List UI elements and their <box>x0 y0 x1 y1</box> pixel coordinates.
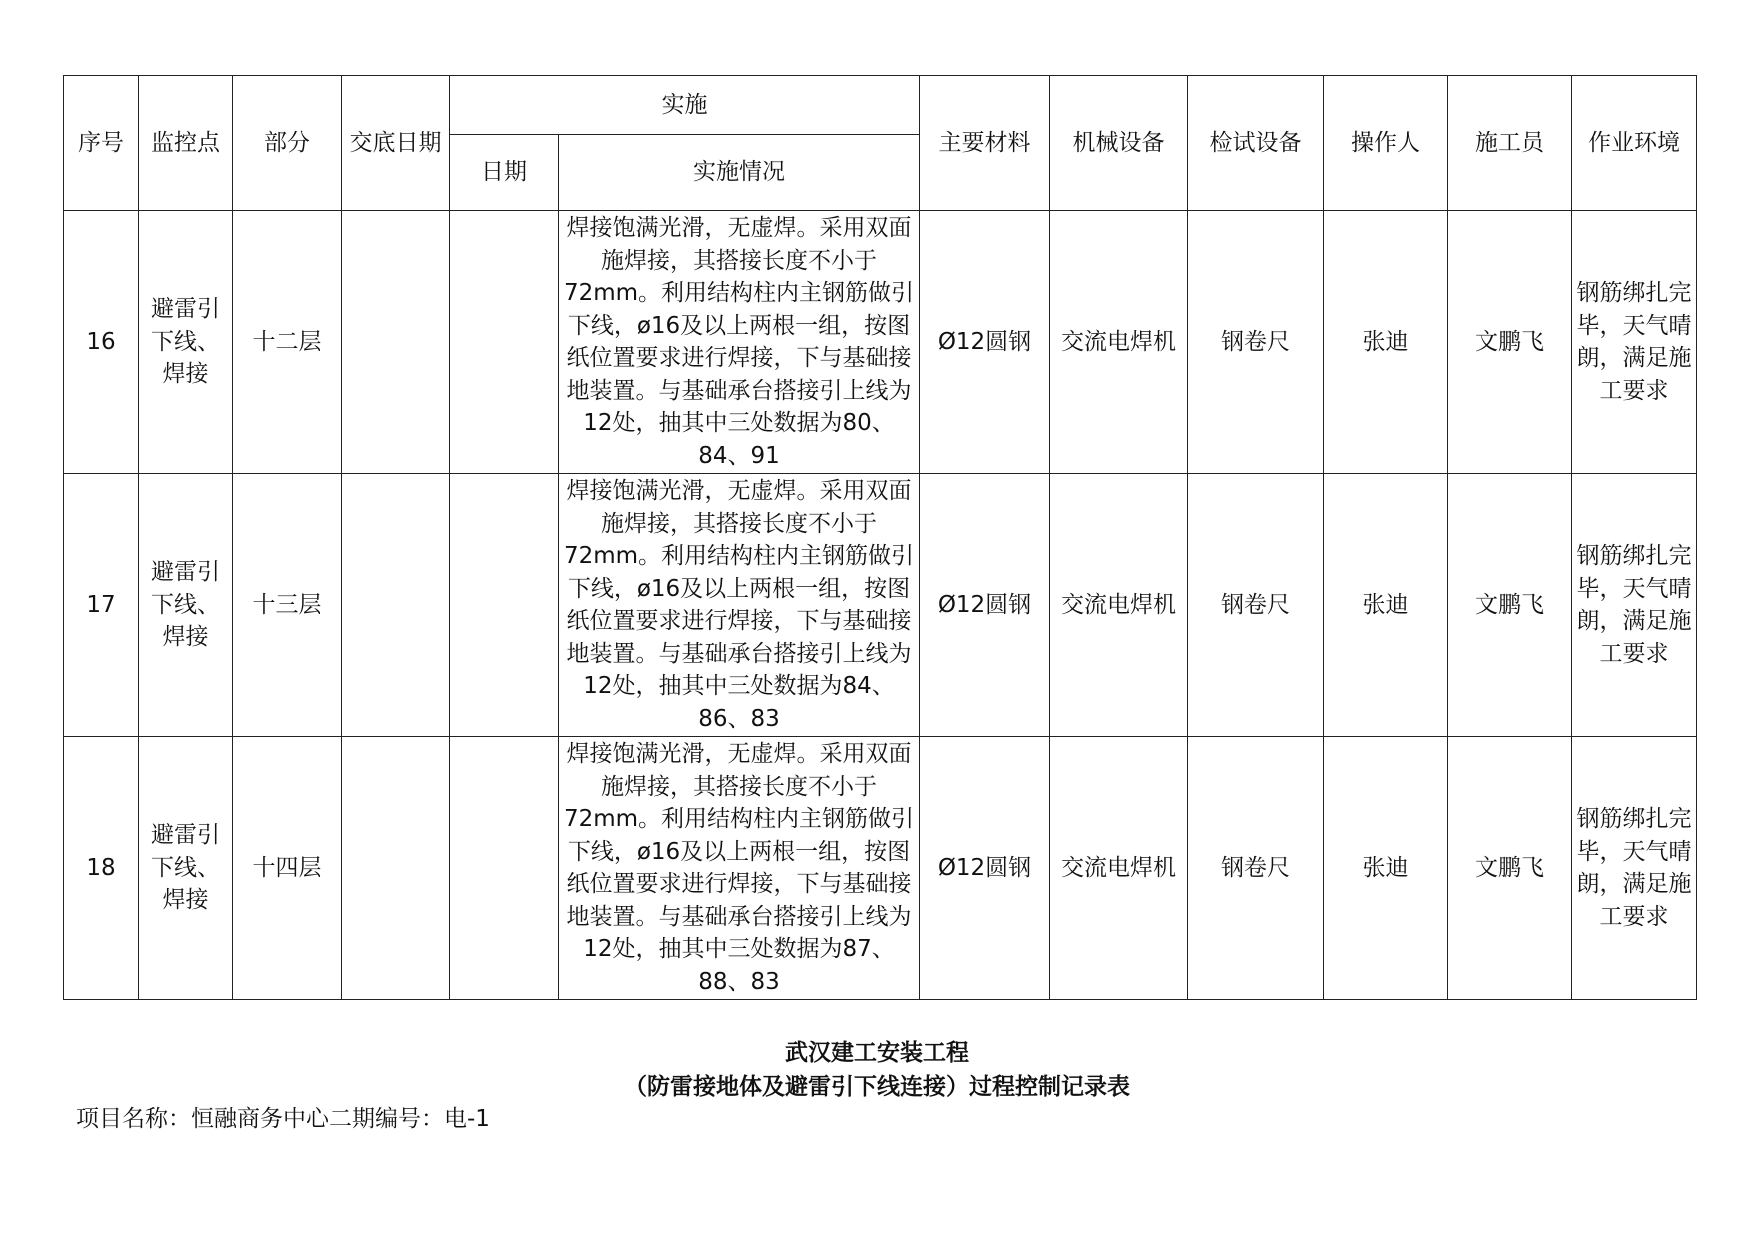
header-row-top <box>64 76 1697 135</box>
material-cell: Ø12圆钢 <box>920 474 1050 737</box>
header-seq: 序号 <box>64 76 139 211</box>
operator-cell: 张迪 <box>1324 474 1448 737</box>
worker-cell: 文鹏飞 <box>1448 737 1572 1000</box>
machine-cell: 交流电焊机 <box>1050 211 1188 474</box>
header-monitor-point: 监控点 <box>139 76 233 211</box>
process-control-record-table <box>63 75 1697 1000</box>
operator-cell: 张迪 <box>1324 737 1448 1000</box>
seq-cell: 18 <box>64 737 139 1000</box>
form-title: （防雷接地体及避雷引下线连接）过程控制记录表 <box>624 1074 1130 1100</box>
impl-date-cell <box>450 211 559 474</box>
material-cell: Ø12圆钢 <box>920 737 1050 1000</box>
header-material: 主要材料 <box>920 76 1050 211</box>
briefing-date-cell <box>342 211 450 474</box>
project-info: 项目名称：恒融商务中心二期编号：电-1 <box>76 1106 490 1132</box>
header-environment: 作业环境 <box>1572 76 1697 211</box>
worker-cell: 文鹏飞 <box>1448 474 1572 737</box>
table-row <box>64 211 1697 474</box>
worker-cell: 文鹏飞 <box>1448 211 1572 474</box>
monitor-point-cell: 避雷引下线、焊接 <box>139 474 233 737</box>
test-equipment-cell: 钢卷尺 <box>1188 211 1324 474</box>
monitor-point-cell: 避雷引下线、焊接 <box>139 737 233 1000</box>
environment-cell: 钢筋绑扎完毕，天气晴朗，满足施工要求 <box>1572 474 1697 737</box>
briefing-date-cell <box>342 737 450 1000</box>
header-machine: 机械设备 <box>1050 76 1188 211</box>
header-test-equipment: 检试设备 <box>1188 76 1324 211</box>
company-title: 武汉建工安装工程 <box>785 1040 969 1066</box>
header-impl-date: 日期 <box>450 135 559 211</box>
material-cell: Ø12圆钢 <box>920 211 1050 474</box>
test-equipment-cell: 钢卷尺 <box>1188 474 1324 737</box>
briefing-date-cell <box>342 474 450 737</box>
operator-cell: 张迪 <box>1324 211 1448 474</box>
machine-cell: 交流电焊机 <box>1050 474 1188 737</box>
table-row <box>64 474 1697 737</box>
table-row <box>64 737 1697 1000</box>
header-briefing-date: 交底日期 <box>342 76 450 211</box>
impl-status-cell: 焊接饱满光滑，无虚焊。采用双面施焊接，其搭接长度不小于72mm。利用结构柱内主钢筋做引下线，ø16及以上两根一组，按图纸位置要求进行焊接，下与基础接地装置。与基础承台搭接引上线为12处，抽其中三处数据为80、84、91 <box>559 211 920 474</box>
header-worker: 施工员 <box>1448 76 1572 211</box>
monitor-point-cell: 避雷引下线、焊接 <box>139 211 233 474</box>
impl-date-cell <box>450 474 559 737</box>
seq-cell: 17 <box>64 474 139 737</box>
header-implementation: 实施 <box>450 76 920 135</box>
part-cell: 十二层 <box>233 211 342 474</box>
environment-cell: 钢筋绑扎完毕，天气晴朗，满足施工要求 <box>1572 211 1697 474</box>
impl-status-cell: 焊接饱满光滑，无虚焊。采用双面施焊接，其搭接长度不小于72mm。利用结构柱内主钢筋做引下线，ø16及以上两根一组，按图纸位置要求进行焊接，下与基础接地装置。与基础承台搭接引上线为12处，抽其中三处数据为87、88、83 <box>559 737 920 1000</box>
seq-cell: 16 <box>64 211 139 474</box>
impl-status-cell: 焊接饱满光滑，无虚焊。采用双面施焊接，其搭接长度不小于72mm。利用结构柱内主钢筋做引下线，ø16及以上两根一组，按图纸位置要求进行焊接，下与基础接地装置。与基础承台搭接引上线为12处，抽其中三处数据为84、86、83 <box>559 474 920 737</box>
impl-date-cell <box>450 737 559 1000</box>
header-operator: 操作人 <box>1324 76 1448 211</box>
header-impl-status: 实施情况 <box>559 135 920 211</box>
part-cell: 十三层 <box>233 474 342 737</box>
part-cell: 十四层 <box>233 737 342 1000</box>
test-equipment-cell: 钢卷尺 <box>1188 737 1324 1000</box>
header-part: 部分 <box>233 76 342 211</box>
environment-cell: 钢筋绑扎完毕，天气晴朗，满足施工要求 <box>1572 737 1697 1000</box>
machine-cell: 交流电焊机 <box>1050 737 1188 1000</box>
